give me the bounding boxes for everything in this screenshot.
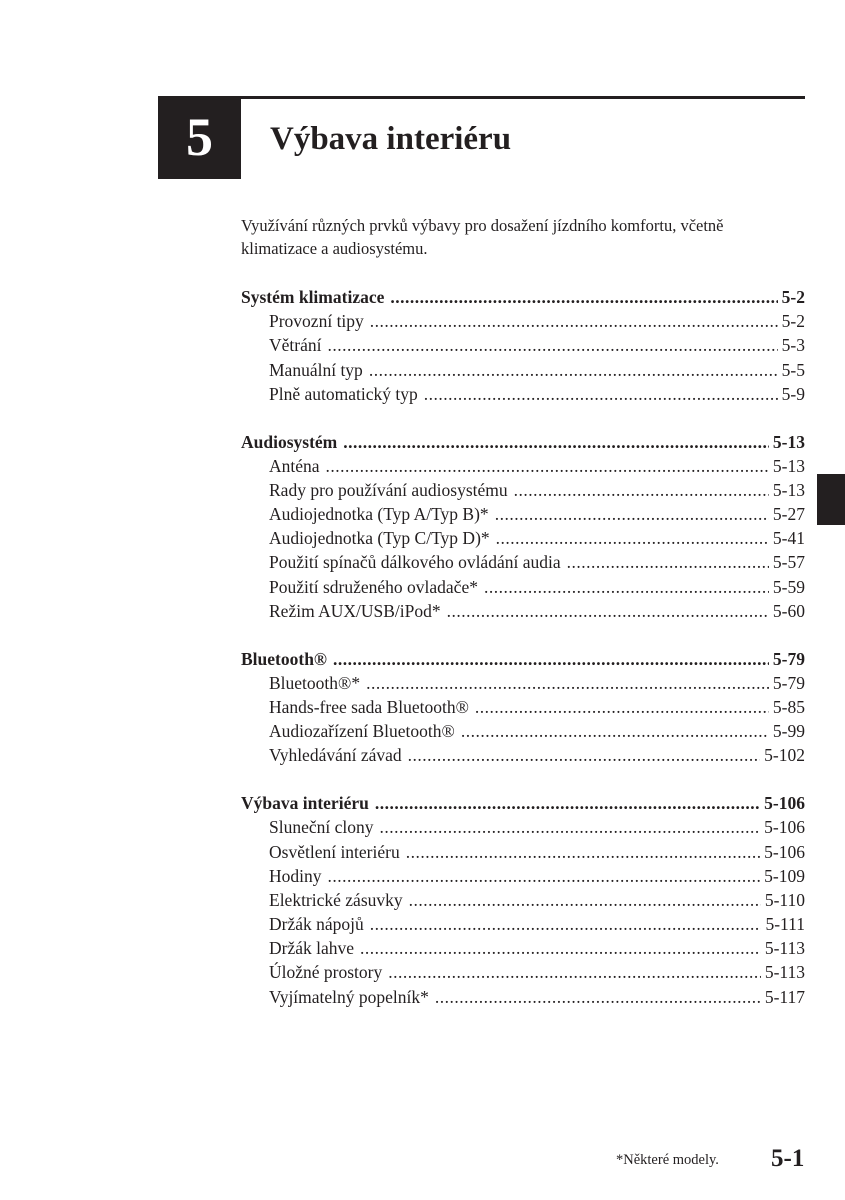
- toc-entry[interactable]: [241, 309, 805, 333]
- dot-leader: [567, 550, 769, 574]
- toc-entry-label: Provozní tipy: [269, 311, 364, 332]
- footnote: *Některé modely.: [616, 1152, 719, 1168]
- toc-entry[interactable]: [241, 719, 805, 743]
- dot-leader: [495, 502, 769, 526]
- toc-entry[interactable]: [241, 888, 805, 912]
- dot-leader: [475, 695, 769, 719]
- dot-leader: [375, 791, 760, 815]
- toc-entry-label: Držák nápojů: [269, 914, 364, 935]
- dot-leader: [333, 647, 769, 671]
- toc-entry-label: Výbava interiéru: [241, 793, 369, 814]
- toc-entry-page: 5-13: [772, 455, 805, 476]
- toc-entry-page: 5-5: [781, 359, 805, 380]
- toc-entry[interactable]: [241, 526, 805, 550]
- toc-entry-label: Hands-free sada Bluetooth®: [269, 697, 469, 717]
- toc-entry[interactable]: [241, 960, 805, 984]
- chapter-intro: Využívání různých prvků výbavy pro dosažení jízdního komfortu, včetně klimatizace a audiosystému.: [241, 216, 724, 258]
- toc-entry-label: Osvětlení interiéru: [269, 841, 400, 862]
- toc-entry[interactable]: [241, 912, 805, 936]
- dot-leader: [366, 671, 769, 695]
- toc-entry-page: 5-106: [764, 793, 805, 814]
- toc-entry-label: Audiojednotka (Typ A/Typ B)*: [269, 504, 489, 525]
- dot-leader: [447, 599, 769, 623]
- toc-entry-page: 5-99: [772, 721, 805, 742]
- toc-entry-page: 5-3: [781, 335, 805, 356]
- dot-leader: [435, 985, 761, 1009]
- dot-leader: [406, 840, 760, 864]
- toc-entry[interactable]: [241, 358, 805, 382]
- toc-section-heading[interactable]: [241, 791, 805, 815]
- toc-entry[interactable]: [241, 454, 805, 478]
- toc-entry-label: Bluetooth®*: [269, 672, 361, 693]
- toc-entry[interactable]: [241, 599, 805, 623]
- toc-entry-label: Držák lahve: [269, 938, 355, 959]
- table-of-contents: [241, 285, 805, 1032]
- chapter-number: 5: [186, 107, 213, 167]
- dot-leader: [326, 454, 769, 478]
- toc-entry-page: 5-13: [772, 479, 805, 500]
- toc-entry-page: 5-57: [772, 552, 805, 573]
- toc-entry-page: 5-9: [781, 383, 805, 404]
- toc-entry-label: Vyhledávání závad: [269, 745, 402, 766]
- toc-entry-page: 5-106: [764, 841, 805, 862]
- dot-leader: [424, 382, 778, 406]
- dot-leader: [388, 960, 761, 984]
- toc-entry-label: Audiojednotka (Typ C/Typ D)*: [269, 528, 490, 549]
- dot-leader: [380, 815, 761, 839]
- dot-leader: [514, 478, 769, 502]
- toc-entry[interactable]: [241, 502, 805, 526]
- toc-section: [241, 430, 805, 624]
- dot-leader: [327, 333, 777, 357]
- toc-section: [241, 285, 805, 406]
- dot-leader: [370, 309, 778, 333]
- toc-entry-label: Bluetooth®: [241, 648, 327, 669]
- toc-entry-label: Plně automatický typ: [269, 383, 418, 404]
- toc-entry-page: 5-106: [764, 817, 805, 838]
- toc-entry-page: 5-102: [764, 745, 805, 766]
- toc-entry[interactable]: [241, 478, 805, 502]
- toc-entry-page: 5-85: [772, 697, 805, 717]
- dot-leader: [408, 743, 761, 767]
- toc-entry[interactable]: [241, 864, 805, 888]
- toc-entry-page: 5-117: [764, 986, 805, 1007]
- dot-leader: [409, 888, 761, 912]
- toc-section: [241, 647, 805, 768]
- toc-entry-page: 5-111: [765, 914, 805, 935]
- toc-entry-page: 5-110: [764, 889, 805, 910]
- toc-entry-label: Sluneční clony: [269, 817, 374, 838]
- toc-entry-label: Vyjímatelný popelník*: [269, 986, 429, 1007]
- toc-entry[interactable]: [241, 382, 805, 406]
- toc-entry-page: 5-2: [781, 287, 805, 307]
- chapter-side-tab: [817, 474, 845, 525]
- toc-entry-label: Systém klimatizace: [241, 287, 385, 307]
- toc-entry[interactable]: [241, 575, 805, 599]
- toc-entry-page: 5-27: [772, 504, 805, 525]
- toc-entry-page: 5-79: [772, 672, 805, 693]
- dot-leader: [343, 430, 769, 454]
- toc-entry[interactable]: [241, 936, 805, 960]
- toc-entry-page: 5-109: [764, 865, 805, 886]
- toc-entry-label: Hodiny: [269, 865, 322, 886]
- page-number: 5-1: [771, 1145, 805, 1172]
- toc-entry-page: 5-59: [772, 576, 805, 597]
- toc-entry-label: Rady pro používání audiosystému: [269, 479, 508, 500]
- toc-entry-page: 5-2: [781, 311, 805, 332]
- dot-leader: [369, 358, 778, 382]
- toc-entry-page: 5-60: [772, 600, 805, 621]
- toc-entry-label: Audiozařízení Bluetooth®: [269, 721, 455, 742]
- dot-leader: [461, 719, 769, 743]
- toc-section-heading[interactable]: [241, 430, 805, 454]
- toc-entry[interactable]: [241, 333, 805, 357]
- toc-entry-page: 5-13: [772, 431, 805, 452]
- toc-entry-label: Audiosystém: [241, 431, 338, 452]
- toc-entry-label: Elektrické zásuvky: [269, 889, 403, 910]
- toc-entry-label: Použití spínačů dálkového ovládání audia: [269, 552, 561, 573]
- chapter-number-box: [158, 96, 241, 179]
- header-rule: [158, 96, 805, 99]
- toc-section: [241, 791, 805, 1009]
- toc-entry-label: Manuální typ: [269, 359, 363, 380]
- toc-entry[interactable]: [241, 695, 805, 719]
- toc-entry[interactable]: [241, 671, 805, 695]
- dot-leader: [496, 526, 769, 550]
- toc-entry-label: Použití sdruženého ovladače*: [269, 576, 478, 597]
- dot-leader: [328, 864, 761, 888]
- toc-entry[interactable]: [241, 550, 805, 574]
- dot-leader: [360, 936, 761, 960]
- toc-entry[interactable]: [241, 985, 805, 1009]
- chapter-title: Výbava interiéru: [270, 121, 512, 157]
- toc-entry-page: 5-113: [764, 938, 805, 959]
- toc-entry[interactable]: [241, 743, 805, 767]
- toc-entry-label: Úložné prostory: [269, 962, 383, 983]
- toc-entry-page: 5-113: [764, 962, 805, 983]
- toc-section-heading[interactable]: [241, 285, 805, 309]
- toc-entry-page: 5-79: [772, 648, 805, 669]
- dot-leader: [370, 912, 762, 936]
- toc-entry-label: Anténa: [269, 455, 320, 476]
- dot-leader: [484, 575, 769, 599]
- toc-entry[interactable]: [241, 815, 805, 839]
- toc-entry-page: 5-41: [772, 528, 805, 549]
- toc-entry-label: Větrání: [269, 335, 322, 356]
- toc-entry[interactable]: [241, 840, 805, 864]
- toc-entry-label: Režim AUX/USB/iPod*: [269, 600, 441, 621]
- toc-section-heading[interactable]: [241, 647, 805, 671]
- dot-leader: [390, 285, 777, 309]
